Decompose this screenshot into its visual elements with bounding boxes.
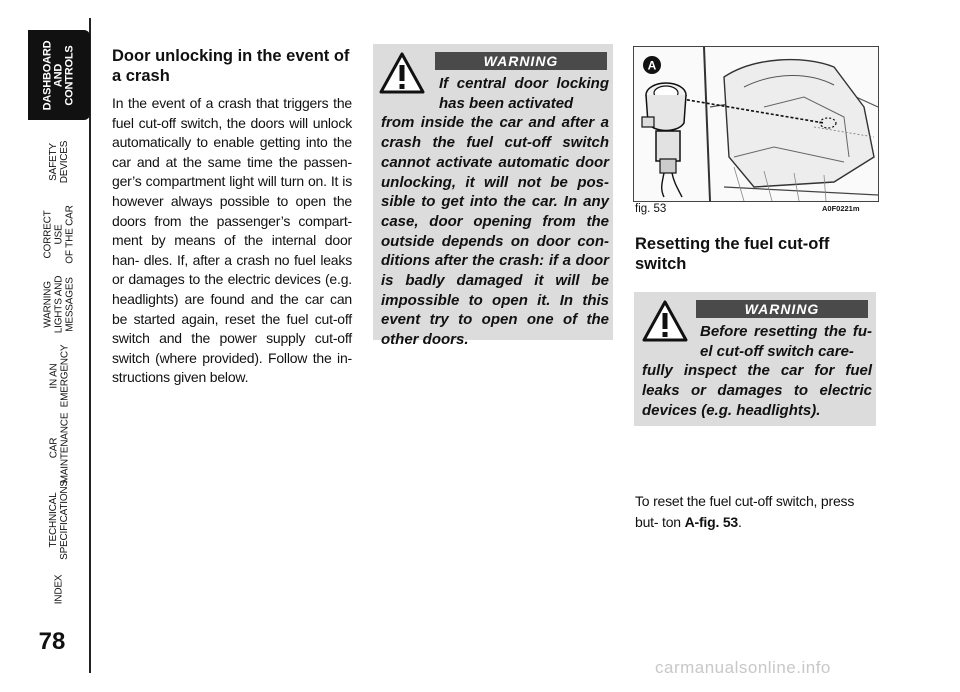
section-body: In the event of a crash that triggers the fuel cut-off switch, the doors will unlock automatically to enable getting into the car and at the same time the passen- ger’s compartment light will turn on. It is however always possible to open the doors from the passenger’s compart- ment by means of the internal door han- dles. If, after a crash no fuel leaks or damages to the electric devices (e.g. headlights) are found and the car can be started again, reset the fuel cut-off switch and the power supply cut-off switch (where provided). Follow the in- structions given below. [112,95,352,386]
figure-53 [633,46,879,202]
tab-label: TECHNICAL SPECIFICATIONS [48,480,70,560]
fuel-cutoff-switch-illustration [634,47,878,201]
section-body-resetting [635,491,875,533]
body-post: . [738,514,742,530]
figure-caption: fig. 53 [635,203,667,215]
tab-label: WARNING LIGHTS AND MESSAGES [42,275,76,333]
figure-code: A0F0221m [822,204,860,213]
warning-text [642,322,872,421]
warning-text-rest: from inside the car and after a crash the fuel cut-off switch cannot activate automatic door unlocking, it will not be pos- sible to get into the car. In any case, door opening from the outside depends on door con- ditions after the crash: if a door is badly damaged it will be impossible to open it. In this event try to open one of the other doors. [381,114,609,349]
tab-in-an-emergency[interactable] [28,338,90,414]
tab-index[interactable] [28,556,90,622]
tab-correct-use[interactable] [28,196,90,272]
warning-text-indented: Before resetting the fu- el cut-off switch care- [700,323,872,360]
tab-label: CORRECT USE OF THE CAR [42,204,76,264]
section-heading: Door unlocking in the event of a crash [112,47,350,85]
warning-text-rest: fully inspect the car for fuel leaks or damages to electric devices (e.g. headlights). [642,362,872,419]
tab-technical-specifications[interactable] [28,480,90,560]
tab-safety-devices[interactable] [28,124,90,200]
tab-dashboard-and-controls[interactable] [28,30,90,120]
callout-marker-label: A [647,58,657,73]
body-pre: To reset the fuel cut-off switch, press but- ton [635,493,855,530]
page-number: 78 [38,628,66,655]
warning-text-indented: If central door locking has been activated [439,75,609,112]
warning-box-door-locking [373,44,613,349]
tab-label: SAFETY DEVICES [48,140,70,184]
figure-reference: A-fig. 53 [684,514,739,530]
tab-label: IN AN EMERGENCY [48,344,70,408]
warning-text [381,74,609,350]
tab-label: INDEX [53,574,65,604]
tab-label: DASHBOARD AND CONTROLS [41,40,76,110]
warning-title: WARNING [696,300,868,318]
tab-label: CAR MAINTENANCE [48,412,70,484]
tab-car-maintenance[interactable] [28,410,90,486]
tab-warning-lights[interactable] [28,266,90,342]
warning-title: WARNING [435,52,607,70]
section-tab-bar [0,0,100,692]
section-heading-resetting: Resetting the fuel cut-off switch [635,235,830,273]
warning-box-resetting [634,292,876,426]
section-door-unlocking [112,46,352,388]
watermark: carmanualsonline.info [655,658,831,677]
